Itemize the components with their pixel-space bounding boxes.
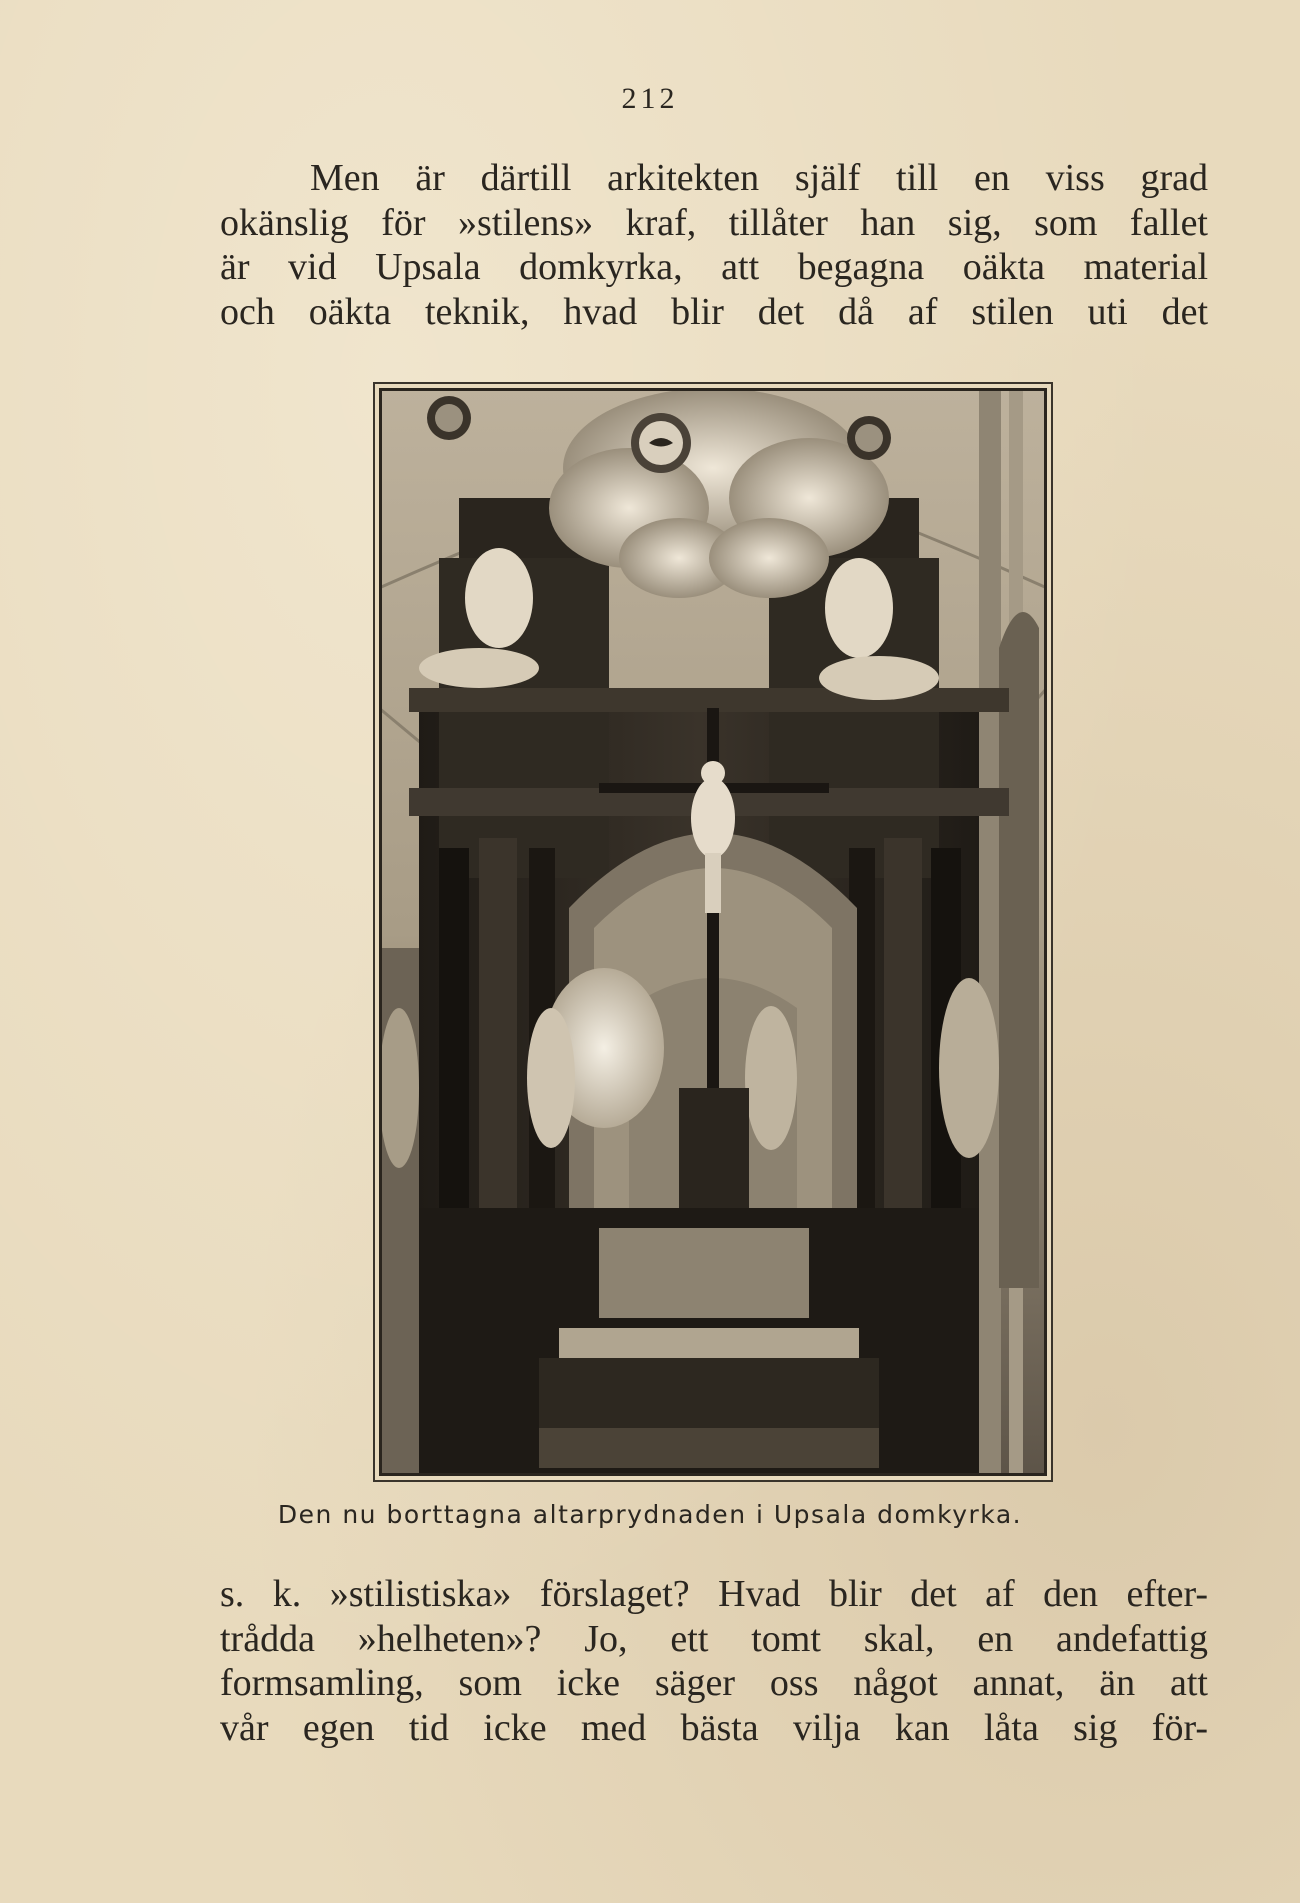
text-line: är vid Upsala domkyrka, att begagna oäkta material [220, 246, 1208, 288]
text-line: trådda »helheten»? Jo, ett tomt skal, en andefattig [220, 1617, 1208, 1660]
paragraph-top [220, 156, 1208, 334]
altarpiece-photograph [373, 382, 1053, 1482]
figure-caption: Den nu borttagna altarprydnaden i Upsala domkyrka. [277, 1500, 1023, 1529]
text-line: s. k. »stilistiska» förslaget? Hvad blir det af den efter- [220, 1573, 1208, 1615]
text-line: formsamling, som icke säger oss något annat, än att [220, 1662, 1208, 1704]
text-line: okänslig för »stilens» kraf, tillåter han sig, som fallet [220, 201, 1208, 244]
page-number: 212 [621, 82, 679, 115]
text-line: Men är därtill arkitekten själf till en viss grad [310, 157, 1208, 199]
text-line: vår egen tid icke med bästa vilja kan låta sig för- [220, 1706, 1208, 1749]
text-line: och oäkta teknik, hvad blir det då af stilen uti det [220, 290, 1208, 333]
altarpiece-illustration-icon [379, 388, 1047, 1476]
paragraph-bottom [220, 1572, 1208, 1750]
